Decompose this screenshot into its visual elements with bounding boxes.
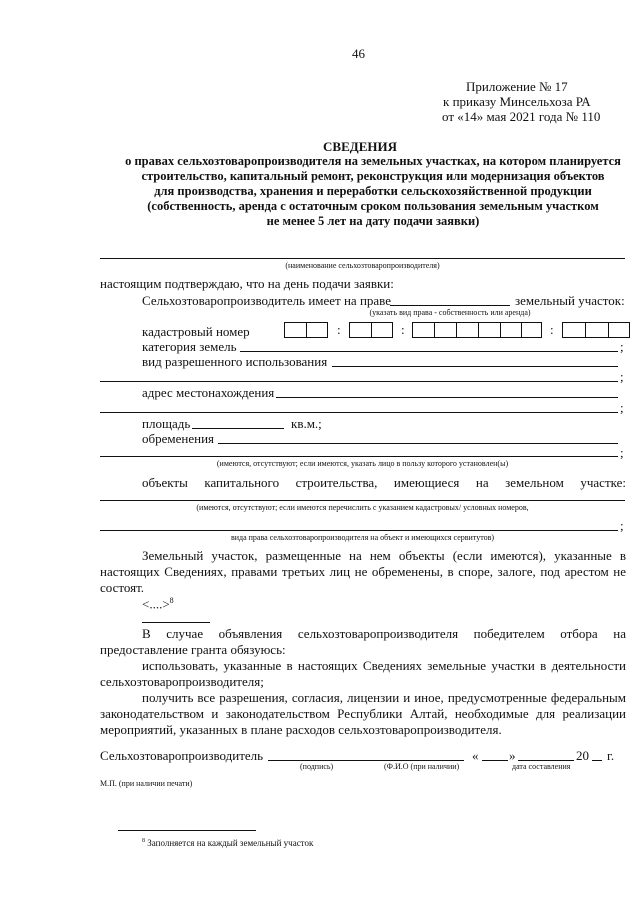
para2-word-7: на bbox=[613, 626, 626, 641]
cadastral-colon-3: : bbox=[550, 322, 554, 337]
appendix-line-2: к приказу Минсельхоза РА bbox=[443, 94, 591, 109]
para2-word-4: сельхозтоваропроизводителя bbox=[297, 626, 459, 641]
objects-field-2[interactable] bbox=[100, 530, 618, 531]
cadastral-box-1[interactable] bbox=[284, 322, 328, 338]
objects-semicolon: ; bbox=[620, 518, 624, 533]
objects-word-5: на bbox=[475, 475, 489, 490]
cadastral-box-4[interactable] bbox=[562, 322, 630, 338]
encumbrance-caption: (имеются, отсутствуют; если имеются, указать лицо в пользу которого установлен(ы) bbox=[216, 459, 509, 468]
date-year-prefix: 20 bbox=[576, 748, 589, 763]
para1-line-2: настоящих Сведениях, правами третьих лиц не обременены, в споре, залоге, под арестом не bbox=[100, 564, 626, 579]
title-line-4: (собственность, аренда с остаточным сроком пользования земельным участком bbox=[147, 199, 599, 213]
caption-date: дата составления bbox=[512, 762, 571, 771]
right-caption: (указать вид права - собственность или аренда) bbox=[369, 308, 531, 317]
address-semicolon: ; bbox=[620, 400, 624, 415]
signature-field[interactable] bbox=[268, 760, 464, 761]
para3-line-1: использовать, указанные в настоящих Сведениях земельные участки в деятельности bbox=[142, 658, 626, 673]
para4-line-3: мероприятий, указанных в плане расходов сельхозтоваропроизводителя. bbox=[100, 722, 502, 737]
permitted-use-field-2[interactable] bbox=[100, 381, 618, 382]
cadastral-colon-1: : bbox=[337, 322, 341, 337]
footnote-reference bbox=[142, 596, 174, 612]
caption-name: (Ф.И.О (при наличии) bbox=[384, 762, 460, 771]
title-line-3: для производства, хранения и переработки сельскохозяйственной продукции bbox=[154, 184, 592, 198]
footnote bbox=[142, 838, 313, 848]
confirm-text: настоящим подтверждаю, что на день подачи заявки: bbox=[100, 276, 394, 291]
title-line-2: строительство, капитальный ремонт, реконструкция или модернизация объектов bbox=[141, 169, 605, 183]
cadastral-box-3[interactable] bbox=[412, 322, 542, 338]
title-line-1: о правах сельхозтоваропроизводителя на земельных участках, на котором планируется bbox=[125, 154, 621, 168]
para2-line-2: предоставление гранта обязуюсь: bbox=[100, 642, 286, 657]
right-prefix: Сельхозтоваропроизводитель имеет на праве bbox=[142, 293, 392, 308]
date-year-field[interactable] bbox=[592, 760, 602, 761]
objects-field[interactable] bbox=[100, 500, 625, 501]
land-category-semicolon: ; bbox=[620, 339, 624, 354]
date-quote-close: » bbox=[509, 748, 516, 763]
footnote-ref-text: <....> bbox=[142, 596, 170, 612]
document-title: СВЕДЕНИЯ bbox=[323, 139, 397, 154]
date-quote-open: « bbox=[472, 748, 479, 763]
footnote-text: Заполняется на каждый земельный участок bbox=[147, 838, 314, 848]
date-day-field[interactable] bbox=[482, 760, 508, 761]
page-number: 46 bbox=[352, 46, 365, 61]
producer-name-caption: (наименование сельхозтоваропроизводителя) bbox=[285, 261, 440, 270]
stamp-note: М.П. (при наличии печати) bbox=[100, 779, 193, 788]
para1-line-1: Земельный участок, размещенные на нем объекты (если имеются), указанные в bbox=[142, 548, 626, 563]
objects-word-4: имеющиеся bbox=[393, 475, 460, 490]
land-category-field[interactable] bbox=[240, 351, 618, 352]
footnote-number: 8 bbox=[142, 838, 145, 844]
footnote-separator bbox=[118, 830, 256, 831]
address-field[interactable] bbox=[276, 397, 618, 398]
rights-caption: вида права сельхозтоваропроизводителя на объект и имеющихся сервитутов) bbox=[230, 533, 495, 542]
permitted-use-label: вид разрешенного использования bbox=[142, 354, 328, 369]
encumbrance-semicolon: ; bbox=[620, 445, 624, 460]
title-line-5: не менее 5 лет на дату подачи заявки) bbox=[266, 214, 480, 228]
cadastral-label: кадастровый номер bbox=[142, 324, 250, 339]
footnote-ref-sup: 8 bbox=[169, 596, 174, 605]
para4-line-1: получить все разрешения, согласия, лицензии и иное, предусмотренные федеральным bbox=[142, 690, 626, 705]
para2-word-1: В bbox=[142, 626, 151, 641]
encumbrance-label: обременения bbox=[142, 431, 215, 446]
objects-word-3: строительства, bbox=[295, 475, 378, 490]
para2-line-1 bbox=[142, 626, 626, 642]
area-field[interactable] bbox=[192, 428, 284, 429]
area-unit: кв.м.; bbox=[291, 416, 322, 431]
objects-caption: (имеются, отсутствуют; если имеются перечислить с указанием кадастровых/ условных номеров, bbox=[196, 503, 529, 512]
objects-word-6: земельном bbox=[505, 475, 564, 490]
address-label: адрес местонахождения bbox=[142, 385, 275, 400]
para1-line-3: состоят. bbox=[100, 580, 145, 595]
address-field-2[interactable] bbox=[100, 412, 618, 413]
producer-name-field[interactable] bbox=[100, 258, 625, 259]
objects-word-7: участке: bbox=[580, 475, 626, 490]
land-category-label: категория земель bbox=[142, 339, 237, 354]
para2-word-5: победителем bbox=[473, 626, 545, 641]
para3-line-2: сельхозтоваропроизводителя; bbox=[100, 674, 264, 689]
permitted-use-field[interactable] bbox=[332, 366, 618, 367]
para4-line-2: законодательством и законодательством Республики Алтай, необходимые для реализации bbox=[100, 706, 626, 721]
signature-label: Сельхозтоваропроизводитель bbox=[100, 748, 264, 763]
right-type-field[interactable] bbox=[390, 305, 510, 306]
permitted-use-semicolon: ; bbox=[620, 369, 624, 384]
appendix-line-3: от «14» мая 2021 года № 110 bbox=[442, 109, 601, 124]
para2-word-3: объявления bbox=[218, 626, 283, 641]
para2-word-6: отбора bbox=[560, 626, 598, 641]
right-suffix: земельный участок: bbox=[515, 293, 625, 308]
date-month-field[interactable] bbox=[518, 760, 574, 761]
objects-line bbox=[142, 475, 626, 491]
cadastral-box-2[interactable] bbox=[349, 322, 393, 338]
encumbrance-field[interactable] bbox=[218, 443, 618, 444]
area-label: площадь bbox=[142, 416, 191, 431]
date-year-suffix: г. bbox=[607, 748, 615, 763]
objects-word-2: капитального bbox=[204, 475, 280, 490]
separator-line bbox=[142, 622, 210, 623]
cadastral-colon-2: : bbox=[401, 322, 405, 337]
objects-word-1: объекты bbox=[142, 475, 188, 490]
caption-sign: (подпись) bbox=[300, 762, 334, 771]
para2-word-2: случае bbox=[166, 626, 204, 641]
encumbrance-field-2[interactable] bbox=[100, 456, 618, 457]
appendix-line-1: Приложение № 17 bbox=[466, 79, 568, 94]
